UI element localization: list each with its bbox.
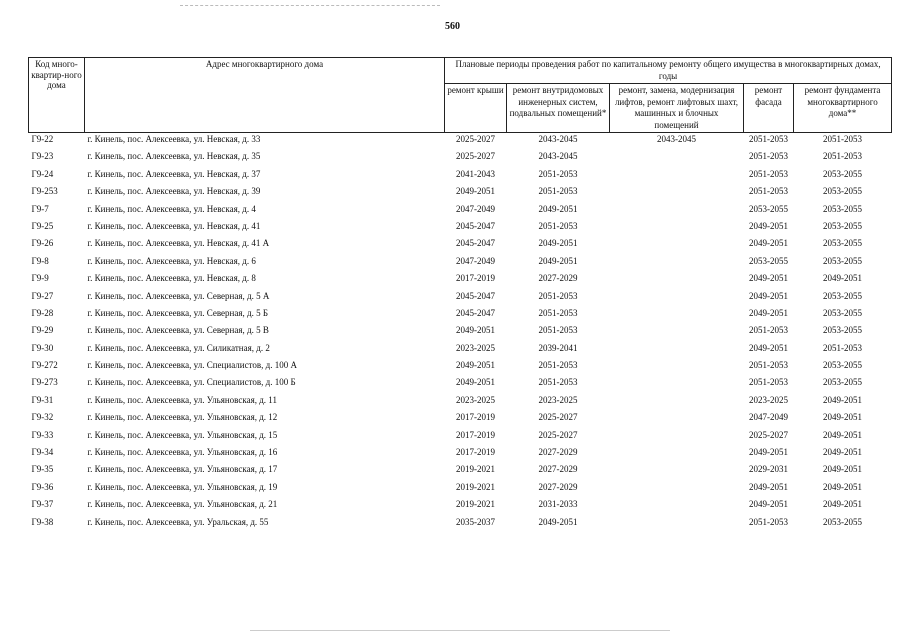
- cell-code: Г9-31: [31, 394, 54, 405]
- cell-facade: 2049-2051: [749, 342, 788, 353]
- capital-repair-schedule-table: [28, 57, 892, 534]
- cell-systems: 2027-2029: [538, 481, 578, 492]
- table-row: [29, 308, 892, 325]
- cell-foundation: 2053-2055: [823, 238, 863, 249]
- table-row: [29, 169, 892, 186]
- cell-facade: 2049-2051: [749, 307, 788, 318]
- header-systems: ремонт внутридомовых инженерных систем, подвальных помещений*: [507, 84, 610, 133]
- cell-foundation: 2051-2053: [823, 134, 863, 144]
- cell-lifts: [610, 291, 744, 308]
- table-row: [29, 325, 892, 342]
- cell-roof: 2017-2019: [456, 412, 495, 423]
- cell-systems: 2051-2053: [538, 360, 578, 371]
- header-periods-group: Плановые периоды проведения работ по капитальному ремонту общего имущества в многоквартирных домах, годы: [445, 58, 892, 84]
- cell-systems: 2051-2053: [538, 307, 578, 318]
- cell-lifts: 2043-2045: [657, 134, 696, 144]
- cell-code: Г9-26: [31, 238, 54, 249]
- table-row: [29, 482, 892, 499]
- cell-code: Г9-27: [31, 290, 54, 301]
- cell-code: Г9-38: [31, 516, 54, 527]
- cell-facade: 2023-2025: [749, 394, 788, 405]
- cell-roof: 2045-2047: [456, 238, 495, 249]
- cell-code: Г9-272: [31, 360, 58, 371]
- cell-systems: 2027-2029: [538, 273, 578, 284]
- header-code: Код много-квартир-ного дома: [29, 58, 85, 133]
- cell-roof: 2049-2051: [456, 325, 495, 336]
- cell-foundation: 2051-2053: [823, 151, 863, 162]
- cell-lifts: [610, 169, 744, 186]
- header-foundation: ремонт фундамента многоквартирного дома**: [794, 84, 892, 133]
- cell-lifts: [610, 273, 744, 290]
- cell-address: г. Кинель, пос. Алексеевка, ул. Специалистов, д. 100 А: [87, 360, 297, 371]
- cell-lifts: [610, 238, 744, 255]
- cell-foundation: 2053-2055: [823, 516, 863, 527]
- cell-lifts: [610, 308, 744, 325]
- cell-code: Г9-22: [31, 134, 54, 144]
- cell-foundation: 2053-2055: [823, 186, 863, 197]
- cell-foundation: 2051-2053: [823, 342, 863, 353]
- cell-facade: 2049-2051: [749, 499, 788, 510]
- cell-facade: 2051-2053: [749, 360, 788, 371]
- cell-lifts: [610, 204, 744, 221]
- cell-code: Г9-32: [31, 412, 54, 423]
- table-row: [29, 186, 892, 203]
- header-facade: ремонт фасада: [744, 84, 794, 133]
- cell-address: г. Кинель, пос. Алексеевка, ул. Северная, д. 5 Б: [87, 307, 268, 318]
- cell-address: г. Кинель, пос. Алексеевка, ул. Невская, д. 6: [87, 255, 256, 266]
- cell-address: г. Кинель, пос. Алексеевка, ул. Ульяновская, д. 17: [87, 464, 278, 475]
- page-number: 560: [445, 21, 460, 32]
- table-row: [29, 204, 892, 221]
- cell-systems: 2023-2025: [538, 394, 578, 405]
- cell-systems: 2049-2051: [538, 203, 578, 214]
- cell-roof: 2045-2047: [456, 290, 495, 301]
- cell-foundation: 2049-2051: [823, 429, 863, 440]
- cell-roof: 2049-2051: [456, 360, 495, 371]
- cell-lifts: [610, 430, 744, 447]
- cell-code: Г9-23: [31, 151, 54, 162]
- table-row: [29, 221, 892, 238]
- cell-foundation: 2053-2055: [823, 255, 863, 266]
- cell-facade: 2025-2027: [749, 429, 788, 440]
- cell-code: Г9-34: [31, 447, 54, 458]
- cell-roof: 2023-2025: [456, 394, 495, 405]
- cell-address: г. Кинель, пос. Алексеевка, ул. Ульяновская, д. 16: [87, 447, 278, 458]
- cell-roof: 2049-2051: [456, 377, 495, 388]
- cell-facade: 2049-2051: [749, 238, 788, 249]
- table-row: [29, 447, 892, 464]
- cell-systems: 2025-2027: [538, 412, 578, 423]
- cell-code: Г9-30: [31, 342, 54, 353]
- cell-address: г. Кинель, пос. Алексеевка, ул. Невская, д. 39: [87, 186, 261, 197]
- cell-address: г. Кинель, пос. Алексеевка, ул. Уральская, д. 55: [87, 516, 269, 527]
- cell-facade: 2029-2031: [749, 464, 788, 475]
- cell-code: Г9-29: [31, 325, 54, 336]
- cell-code: Г9-25: [31, 220, 54, 231]
- table-row: [29, 499, 892, 516]
- scan-top-rule: [180, 5, 440, 6]
- cell-facade: 2053-2055: [749, 203, 788, 214]
- cell-lifts: [610, 343, 744, 360]
- cell-systems: 2025-2027: [538, 429, 578, 440]
- cell-code: Г9-37: [31, 499, 54, 510]
- cell-roof: 2019-2021: [456, 464, 495, 475]
- cell-code: Г9-28: [31, 307, 54, 318]
- cell-lifts: [610, 221, 744, 238]
- cell-systems: 2049-2051: [538, 516, 578, 527]
- cell-address: г. Кинель, пос. Алексеевка, ул. Ульяновская, д. 21: [87, 499, 278, 510]
- cell-foundation: 2049-2051: [823, 447, 863, 458]
- cell-lifts: [610, 395, 744, 412]
- cell-foundation: 2053-2055: [823, 377, 863, 388]
- cell-address: г. Кинель, пос. Алексеевка, ул. Невская, д. 33: [87, 134, 261, 144]
- cell-roof: 2025-2027: [456, 151, 495, 162]
- cell-systems: 2027-2029: [538, 464, 578, 475]
- cell-lifts: [610, 325, 744, 342]
- cell-facade: 2051-2053: [749, 151, 788, 162]
- cell-foundation: 2049-2051: [823, 464, 863, 475]
- table-header: [29, 58, 892, 133]
- table-body: [29, 133, 892, 534]
- cell-foundation: 2049-2051: [823, 412, 863, 423]
- cell-roof: 2035-2037: [456, 516, 495, 527]
- cell-code: Г9-8: [31, 255, 49, 266]
- cell-lifts: [610, 186, 744, 203]
- cell-lifts: [610, 499, 744, 516]
- cell-foundation: 2049-2051: [823, 499, 863, 510]
- cell-lifts: [610, 360, 744, 377]
- cell-address: г. Кинель, пос. Алексеевка, ул. Невская, д. 41: [87, 220, 261, 231]
- cell-roof: 2025-2027: [456, 134, 495, 144]
- cell-foundation: 2049-2051: [823, 394, 863, 405]
- cell-lifts: [610, 151, 744, 168]
- table-row: [29, 238, 892, 255]
- cell-address: г. Кинель, пос. Алексеевка, ул. Специалистов, д. 100 Б: [87, 377, 296, 388]
- cell-code: Г9-7: [31, 203, 49, 214]
- table-row: [29, 273, 892, 290]
- cell-roof: 2023-2025: [456, 342, 495, 353]
- cell-systems: 2039-2041: [538, 342, 578, 353]
- cell-foundation: 2049-2051: [823, 273, 863, 284]
- cell-systems: 2043-2045: [538, 134, 578, 144]
- cell-systems: 2049-2051: [538, 255, 578, 266]
- cell-foundation: 2053-2055: [823, 220, 863, 231]
- cell-roof: 2041-2043: [456, 168, 495, 179]
- table-row: [29, 412, 892, 429]
- cell-lifts: [610, 482, 744, 499]
- cell-foundation: 2053-2055: [823, 290, 863, 301]
- cell-systems: 2027-2029: [538, 447, 578, 458]
- cell-roof: 2049-2051: [456, 186, 495, 197]
- cell-facade: 2051-2053: [749, 325, 788, 336]
- cell-address: г. Кинель, пос. Алексеевка, ул. Ульяновская, д. 15: [87, 429, 278, 440]
- cell-address: г. Кинель, пос. Алексеевка, ул. Невская, д. 41 А: [87, 238, 270, 249]
- cell-address: г. Кинель, пос. Алексеевка, ул. Северная, д. 5 А: [87, 290, 270, 301]
- cell-systems: 2031-2033: [538, 499, 578, 510]
- cell-systems: 2051-2053: [538, 290, 578, 301]
- cell-address: г. Кинель, пос. Алексеевка, ул. Невская, д. 37: [87, 168, 261, 179]
- cell-roof: 2017-2019: [456, 429, 495, 440]
- cell-address: г. Кинель, пос. Алексеевка, ул. Ульяновская, д. 11: [87, 394, 277, 405]
- cell-facade: 2049-2051: [749, 273, 788, 284]
- cell-roof: 2019-2021: [456, 499, 495, 510]
- cell-code: Г9-273: [31, 377, 58, 388]
- cell-systems: 2049-2051: [538, 238, 578, 249]
- cell-address: г. Кинель, пос. Алексеевка, ул. Невская, д. 35: [87, 151, 261, 162]
- cell-foundation: 2053-2055: [823, 203, 863, 214]
- table-row: [29, 291, 892, 308]
- cell-roof: 2019-2021: [456, 481, 495, 492]
- cell-code: Г9-36: [31, 481, 54, 492]
- cell-systems: 2051-2053: [538, 220, 578, 231]
- table-row: [29, 464, 892, 481]
- cell-address: г. Кинель, пос. Алексеевка, ул. Ульяновская, д. 19: [87, 481, 278, 492]
- table-row: [29, 256, 892, 273]
- cell-code: Г9-33: [31, 429, 54, 440]
- cell-address: г. Кинель, пос. Алексеевка, ул. Невская, д. 4: [87, 203, 256, 214]
- table-row: [29, 377, 892, 394]
- table-row: [29, 360, 892, 377]
- header-roof: ремонт крыши: [445, 84, 507, 133]
- header-address: Адрес многоквартирного дома: [85, 58, 445, 133]
- cell-code: Г9-253: [31, 186, 58, 197]
- cell-address: г. Кинель, пос. Алексеевка, ул. Невская, д. 8: [87, 273, 256, 284]
- cell-facade: 2051-2053: [749, 516, 788, 527]
- cell-lifts: [610, 377, 744, 394]
- cell-foundation: 2053-2055: [823, 168, 863, 179]
- table-row: [29, 517, 892, 534]
- table-row: [29, 133, 892, 152]
- cell-facade: 2047-2049: [749, 412, 788, 423]
- cell-roof: 2017-2019: [456, 273, 495, 284]
- cell-foundation: 2053-2055: [823, 360, 863, 371]
- cell-address: г. Кинель, пос. Алексеевка, ул. Ульяновская, д. 12: [87, 412, 278, 423]
- table-row: [29, 430, 892, 447]
- cell-code: Г9-9: [31, 273, 49, 284]
- cell-address: г. Кинель, пос. Алексеевка, ул. Северная, д. 5 В: [87, 325, 269, 336]
- cell-systems: 2051-2053: [538, 186, 578, 197]
- cell-systems: 2051-2053: [538, 168, 578, 179]
- cell-roof: 2047-2049: [456, 255, 495, 266]
- cell-facade: 2051-2053: [749, 377, 788, 388]
- scan-bottom-rule: [250, 630, 670, 631]
- cell-roof: 2045-2047: [456, 307, 495, 318]
- cell-code: Г9-24: [31, 168, 54, 179]
- cell-lifts: [610, 517, 744, 534]
- cell-facade: 2051-2053: [749, 168, 788, 179]
- cell-roof: 2017-2019: [456, 447, 495, 458]
- cell-roof: 2047-2049: [456, 203, 495, 214]
- cell-facade: 2049-2051: [749, 481, 788, 492]
- cell-facade: 2049-2051: [749, 447, 788, 458]
- cell-facade: 2051-2053: [749, 186, 788, 197]
- cell-lifts: [610, 412, 744, 429]
- cell-code: Г9-35: [31, 464, 54, 475]
- cell-systems: 2051-2053: [538, 325, 578, 336]
- cell-lifts: [610, 464, 744, 481]
- cell-systems: 2051-2053: [538, 377, 578, 388]
- cell-lifts: [610, 447, 744, 464]
- cell-lifts: [610, 256, 744, 273]
- table-row: [29, 151, 892, 168]
- cell-facade: 2051-2053: [749, 134, 788, 144]
- cell-roof: 2045-2047: [456, 220, 495, 231]
- cell-foundation: 2053-2055: [823, 325, 863, 336]
- table-row: [29, 343, 892, 360]
- cell-facade: 2049-2051: [749, 220, 788, 231]
- cell-address: г. Кинель, пос. Алексеевка, ул. Силикатная, д. 2: [87, 342, 270, 353]
- cell-facade: 2049-2051: [749, 290, 788, 301]
- table-row: [29, 395, 892, 412]
- cell-foundation: 2053-2055: [823, 307, 863, 318]
- header-lifts: ремонт, замена, модернизация лифтов, ремонт лифтовых шахт, машинных и блочных помещений: [610, 84, 744, 133]
- cell-foundation: 2049-2051: [823, 481, 863, 492]
- cell-systems: 2043-2045: [538, 151, 578, 162]
- cell-facade: 2053-2055: [749, 255, 788, 266]
